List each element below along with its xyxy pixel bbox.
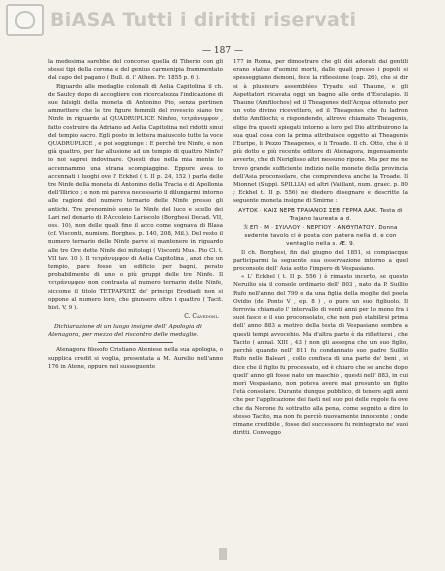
divider: [98, 342, 173, 343]
right-paragraph-3: « L' Eckhel ( t. II p. 556 ) è rimasto incerto, se questo Neruilio sia il console ordinario dell' 803 , nato da P. Suillio Rufo nell'anno del 799 e da una figlia della moglie del poeta Ovidio (de Ponto V , ep. 8 ) , o pure un suo figliuolo. Il ferrovia chiamato l' intervallo di venti anni per lo meno fra i suoi fasce e il suo proconsolato, che non può stabilirsi prima dell' anno 883 a motivo della testa di Vespasiano sembra a questi tempi avvocehio. Ma d'altra parte è da riflettersi , che Tacito ( annal. XIII , 43 ) non gli assegna che un suo figlio, perchè quando nell' 811 fu condannato suo padre Suillio Rufo nelle Baleari , collo confisca di una parte de' beni , si dice che il figlio fu processato, ed è chiaro che se anche dopo quell' anno gli fosse nato un maschio , questi nell' 883, in cui morì Vespasiano, non poteva avere mai presunto un figlio l'età consolare. Durante dunque pubblico, di tenere agli anni che per l'applicazione dei fasti nel suo poi delle regole fa ove che da Nerone fu sottratto alla pena, come segnito a dire lo stesso Tacito, ma non fu perciò nuovamente innocente ; onde rimane credibile , fosse del successore fu reintegrato ne' suoi diritti. Conveggo: [233, 274, 408, 437]
right-paragraph-2: Il ch. Borghesi, fin dal giugno del 1851, si compiacque participarmi la seguente sua osservazione intorno a quel proconsole dell' Asia sotto l'impero di Vespasiano.: [233, 249, 408, 273]
watermark: [6, 4, 356, 36]
right-column: [233, 58, 408, 563]
author-signature: C. Cavedoni.: [184, 313, 219, 321]
coin-reverse-inscription: ℛ ΕΠ · Μ · ΣΥΙΛΛΟΥ · ΝΕΡΓΙΟΥ · ΑΝΘΥΠΑΤΟΥ. Donna sedente tavolo ci è posta con patera nella d. e con ventaglio nella s. Æ. 9.: [243, 224, 398, 247]
biasa-logo-icon: [6, 4, 44, 36]
left-column: [48, 58, 223, 563]
right-paragraph-1: 177 in Roma, per dimostrare che gli dèi adorati dai gentili erano statue d'uomini morti, dalle quali presso i popoli si spesseggiano demoni, fece la riflessione (cap. 26), che si dir si à plusieurs assemblées Tryadu sul Thaune, e gli Aspettatori ricavata oggi un bagno alle orde d'Esculapio. Il Thaune (Amfilochos) ed il Theagenes dell'Acqua ottenuto per un voto divino ricevettero, ed il Theagenes che fu ladron detto Amfilochi; e rispondendo, altrove chiamato Theagenis, elige fra questi spiegati intorno a loro pel Dio attribuirono la sua qual cosa con la prima attribuisce oggetto ai Theagenis l'Euripe, li Pezzo Theagenes, e li Troade. Il ch. Otto, che è il più dotto e più recente editore di Atenagora, ingenuamente avverte, che di Neriglisso altri nessuno ripone. Ma per me ne trovo grande sufficiente indizio nelle monete della provincia dell'Asia proconsolare, che comprendeva anche la Troade. Il Mionnet (Suppl. SPILLIA) ed altri (Vaillant, num. graec. p. 80 ; Eckhel t. II p. 556) ne diedero disegnare e descritte la seguente moneta insigne di Smirne :: [233, 59, 408, 205]
section-title: Dichiarazione di un luogo insigne dell' Apologia di Atenagora, per mezzo del riscontro delle medaglie.: [48, 324, 202, 339]
left-paragraph-2: Riguardo alle medaglie colonali di Aelia Capitolina il ch. de Saulcy dopo di accogliere con ricercatezza l'indicazione di sue falsigli della moneta di Antonino Pio, senza pertinen ammettere che le tre figure femmili del rovescio siano tre Ninfe in riguardo al QUADRUPLICE Ninfeo, τετράνυμφον , fatto costruire da Adriano ad Aelia Capitolina nel ridotti sinui del tempio sacro. Egli posto in lettera maiuscolo tutte la voce QUADRUPLICE , e poi soggiunge : E perchè tre Ninfe, e non già quattro, per far allusione ad un tempio di quattro Ninfe? io noi saprei indovinare. Questi due nella mia mente lo accennammo una strana scompiaggine. Eppure avea io accennati i luoghi ove l' Eckhel ( t. II p. 24, 152 ) parla delle tre Ninfe della moneta di Antonino della Tracia e di Apollonia dell'Illirico ; e non mi pareva necessario il dilungarmi intorno alle ragioni del numero ternario delle Ninfe presso gli antichi. Tre prenominò sono le Ninfe del luco e scello dei Lari nel denario di P.Accoleio Lariscolo (Borghesi Decad. VII, oss. 10), non delle quali fine il acco come sognava di Blasa (cf. Visconti, numism. Borghes. p. 140, 208, Mil.). Del resto il numero ternario delle Ninfe parve si mantenere in riguardo alle tre Ore dette Ninfe dei mitologi ( Visconti Mus. Pio Cl. t. VII tav. 10 ). Il τετράνυμφον di Aelia Capitolina , anzi che un tempio, pare fosse un edificio per bagni, perato probabilmente di uno o più gruppi delle tre Ninfe. Il τετράνυμφον non contrasta al numero ternario delle Ninfe, siccome il titolo ΤΕΤΡΑΡΧΗΣ de' principi Erodiadi non si oppone al numero loro, che giunsero oltre i quattro ( Tacit. hist. V, 9 ).: [48, 83, 223, 312]
page-mark: [219, 548, 227, 560]
coin-obverse-inscription: ΑΥΤΟΚ · ΚΑΙΣ ΝΕΡΒ ΤΡΑΙΑΝΟΣ ΣΕΒ ΓΕΡΜΑ ΔΑΚ. Testa di Trajano laureata a d.: [238, 207, 403, 222]
left-paragraph-1: la medesima sarebbe del concorso quella di Tiberio con gli stessi tipi della corona e del genius carmenipia frammentato dal capo del pagano ( Bull. d. l' Athen. Fr. 1855 p. 6 ).: [48, 59, 223, 82]
watermark-text: BiASA Tutti i diritti riservati: [50, 9, 357, 31]
text-columns: [48, 58, 408, 563]
page-number: — 187 —: [202, 46, 243, 56]
left-closing-paragraph: Atenagora filosofo Cristiano Ateniese nella sua apologia, o supplica credit si voglia, presentata a M. Aurelio nell'anno 176 in Atene, oppure nel susseguente: [48, 347, 223, 370]
